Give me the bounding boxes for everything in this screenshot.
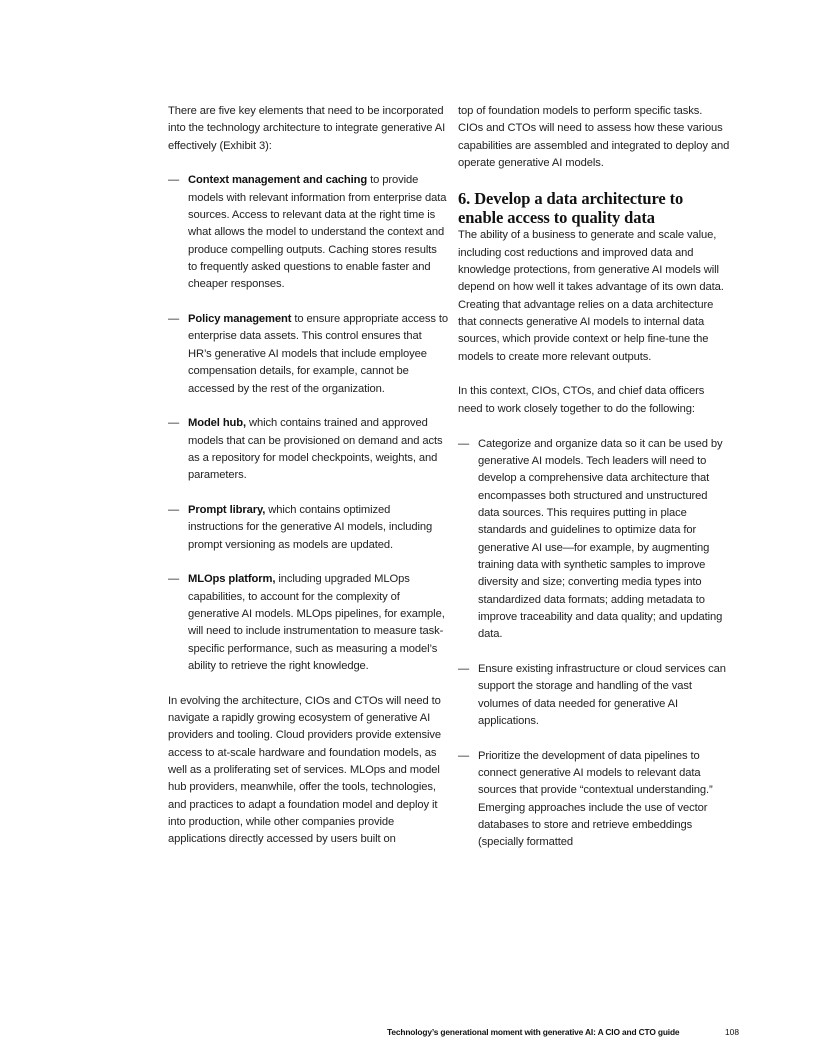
bullet-text: to provide models with relevant information from enterprise data sources. Access to relevant data at the right time is what allows the model to understand the context and produce compelling outputs. Caching stores results to frequently asked questions to enable faster and cheaper responses. xyxy=(188,174,447,291)
list-item xyxy=(168,415,448,484)
bullet-text: Categorize and organize data so it can be used by generative AI models. Tech leaders will need to develop a comprehensive data architecture that encompasses both structured and unstructured data sources. This requires putting in place standards and guidelines to optimize data for generative AI use—for example, by augmenting training data with synthetic samples to improve diversity and size; converting media types into standardized data formats; adding metadata to improve traceability and data quality; and updating data. xyxy=(478,437,723,641)
bullet-term: Policy management xyxy=(188,313,292,326)
bullet-text: which contains optimized instructions for the generative AI models, including prompt versioning as models are updated. xyxy=(188,503,433,551)
intro-paragraph: There are five key elements that need to be incorporated into the technology architecture to integrate generative AI effectively (Exhibit 3): xyxy=(168,105,446,152)
list-item xyxy=(168,311,448,398)
dash-bullet-icon: — xyxy=(458,662,470,675)
dash-bullet-icon: — xyxy=(168,174,180,187)
dash-bullet-icon: — xyxy=(168,503,180,516)
list-item xyxy=(458,436,730,644)
page-number: 108 xyxy=(725,1027,739,1037)
dash-bullet-icon: — xyxy=(458,749,470,762)
bullet-term: Prompt library, xyxy=(188,503,266,516)
section-paragraph: In this context, CIOs, CTOs, and chief data officers need to work closely together to do the following: xyxy=(458,385,705,415)
bullet-text: Ensure existing infrastructure or cloud services can support the storage and handling of the vast volumes of data needed for generative AI applications. xyxy=(478,662,726,727)
bullet-text: including upgraded MLOps capabilities, to account for the complexity of generative AI models. MLOps pipelines, for example, will need to include instrumentation to measure task-specific performance, such as measuring a model’s ability to retrieve the right knowledge. xyxy=(188,573,445,672)
bullet-text: which contains trained and approved models that can be provisioned on demand and acts as a repository for model checkpoints, weights, and parameters. xyxy=(188,417,443,482)
list-item xyxy=(458,661,730,730)
bullet-term: Context management and caching xyxy=(188,174,368,187)
dash-bullet-icon: — xyxy=(168,417,180,430)
list-item xyxy=(458,748,730,852)
list-item xyxy=(168,172,448,293)
continuation-paragraph: top of foundation models to perform specific tasks. CIOs and CTOs will need to assess how these various capabilities are assembled and integrated to deploy and operate generative AI models. xyxy=(458,105,730,170)
footer-title: Technology’s generational moment with generative AI: A CIO and CTO guide xyxy=(387,1027,680,1037)
dash-bullet-icon: — xyxy=(458,437,470,450)
bullet-text: Prioritize the development of data pipelines to connect generative AI models to relevant data sources that provide “contextual understanding.” Emerging approaches include the use of vector databases to store and retrieve embeddings (specially formatted xyxy=(478,749,713,849)
section-paragraph: The ability of a business to generate and scale value, including cost reductions and improved data and knowledge protections, from generative AI models will depend on how well it takes advantage of its own data. Creating that advantage relies on a data architecture that connects generative AI models to internal data sources, which provide context or help fine-tune the models to create more relevant outputs. xyxy=(458,229,724,363)
section-heading: 6. Develop a data architecture to enable access to quality data xyxy=(458,189,684,228)
right-column xyxy=(458,103,730,869)
dash-bullet-icon: — xyxy=(168,313,180,326)
dash-bullet-icon: — xyxy=(168,573,180,586)
left-column xyxy=(168,103,448,849)
closing-paragraph: In evolving the architecture, CIOs and CTOs will need to navigate a rapidly growing ecosystem of generative AI providers and tooling. Cloud providers provide extensive access to at-scale hardware and foundation models, as well as a proliferating set of services. MLOps and model hub providers, meanwhile, offer the tools, technologies, and practices to adapt a foundation model and deploy it into production, while other companies provide applications directly accessed by users built on xyxy=(168,694,442,846)
bullet-term: Model hub, xyxy=(188,417,247,430)
bullet-text: to ensure appropriate access to enterprise data assets. This control ensures that HR’s generative AI models that include employee compensation details, for example, cannot be accessed by the rest of the organization. xyxy=(188,313,449,395)
list-item xyxy=(168,502,448,554)
list-item xyxy=(168,571,448,675)
bullet-term: MLOps platform, xyxy=(188,573,276,586)
